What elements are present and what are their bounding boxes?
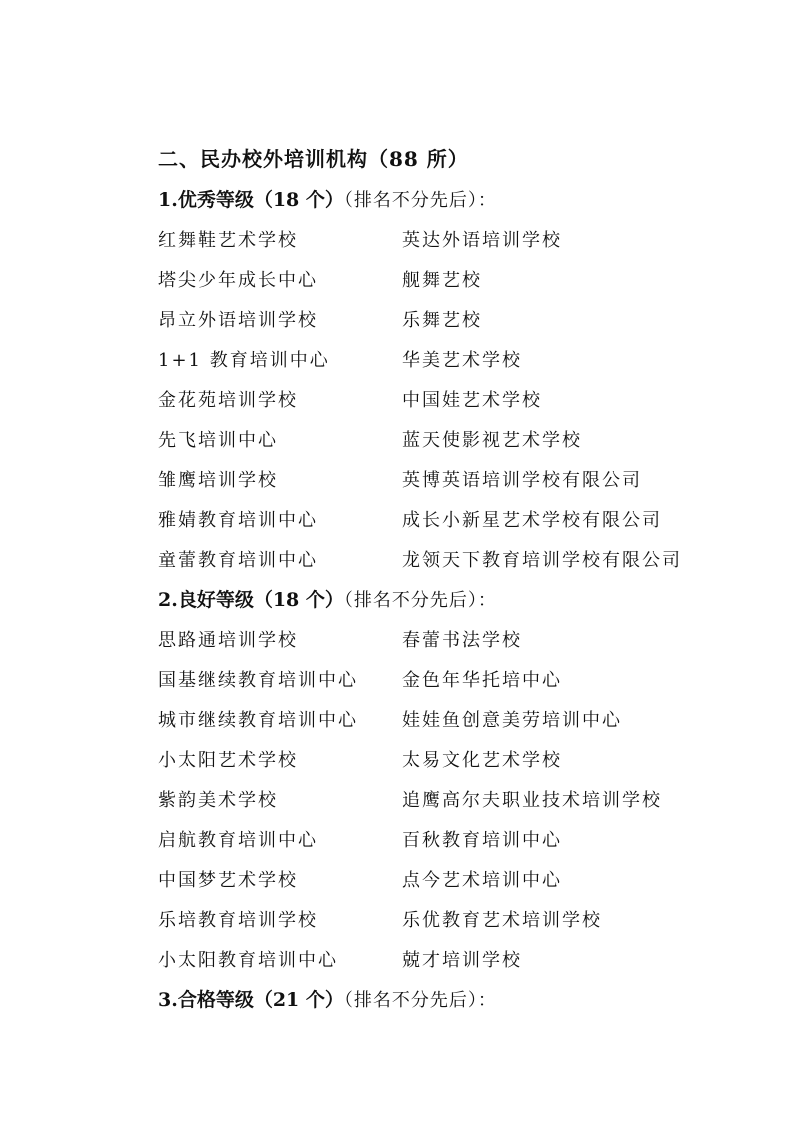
section-title: 二、民办校外培训机构（88 所） [158, 147, 469, 171]
institution-row [0, 906, 793, 936]
institution-row [0, 506, 793, 536]
institution-name: 雏鹰培训学校 [158, 470, 278, 491]
grade-heading-note: （排名不分先后）： [343, 590, 497, 611]
grade-heading [158, 985, 497, 1012]
institution-name: 成长小新星艺术学校有限公司 [402, 510, 662, 531]
institution-name: 金色年华托培中心 [402, 670, 562, 691]
institution-name: 蓝天使影视艺术学校 [402, 430, 582, 451]
grade-heading-label: 2.良好等级（18 个） [158, 589, 344, 611]
grade-heading [158, 585, 497, 612]
institution-row [0, 306, 793, 336]
institution-name: 启航教育培训中心 [158, 830, 318, 851]
institution-row [0, 226, 793, 256]
institution-name: 中国娃艺术学校 [402, 390, 542, 411]
grade-heading-label: 1.优秀等级（18 个） [158, 189, 344, 211]
grade-heading-label: 3.合格等级（21 个） [158, 989, 344, 1011]
institution-row [0, 426, 793, 456]
institution-name: 娃娃鱼创意美劳培训中心 [402, 710, 622, 731]
institution-name: 乐优教育艺术培训学校 [402, 910, 602, 931]
institution-name: 春蕾书法学校 [402, 630, 522, 651]
institution-name: 先飞培训中心 [158, 430, 278, 451]
institution-row [0, 386, 793, 416]
institution-row [0, 786, 793, 816]
institution-row [0, 626, 793, 656]
institution-row [0, 346, 793, 376]
institution-row [0, 826, 793, 856]
institution-name: 龙领天下教育培训学校有限公司 [402, 550, 682, 571]
institution-name: 童蕾教育培训中心 [158, 550, 318, 571]
institution-row [0, 546, 793, 576]
institution-name: 金花苑培训学校 [158, 390, 298, 411]
institution-name: 紫韵美术学校 [158, 790, 278, 811]
institution-row [0, 706, 793, 736]
institution-name: 中国梦艺术学校 [158, 870, 298, 891]
institution-name: 乐培教育培训学校 [158, 910, 318, 931]
grade-heading-note: （排名不分先后）： [343, 990, 497, 1011]
institution-name: 英达外语培训学校 [402, 230, 562, 251]
institution-name: 城市继续教育培训中心 [158, 710, 358, 731]
institution-name: 舰舞艺校 [402, 270, 482, 291]
institution-name: 点今艺术培训中心 [402, 870, 562, 891]
institution-name: 塔尖少年成长中心 [158, 270, 318, 291]
institution-row [0, 746, 793, 776]
institution-name: 兢才培训学校 [402, 950, 522, 971]
institution-row [0, 266, 793, 296]
institution-row [0, 866, 793, 896]
institution-name: 思路通培训学校 [158, 630, 298, 651]
institution-row [0, 466, 793, 496]
institution-name: 百秋教育培训中心 [402, 830, 562, 851]
grade-heading-note: （排名不分先后）： [343, 190, 497, 211]
grade-heading [158, 185, 497, 212]
institution-name: 太易文化艺术学校 [402, 750, 562, 771]
institution-name: 昂立外语培训学校 [158, 310, 318, 331]
institution-name: 小太阳艺术学校 [158, 750, 298, 771]
institution-name: 追鹰高尔夫职业技术培训学校 [402, 790, 662, 811]
institution-name: 英博英语培训学校有限公司 [402, 470, 642, 491]
institution-row [0, 666, 793, 696]
institution-row [0, 946, 793, 976]
institution-name: 红舞鞋艺术学校 [158, 230, 298, 251]
institution-name: 小太阳教育培训中心 [158, 950, 338, 971]
institution-name: 国基继续教育培训中心 [158, 670, 358, 691]
institution-name: 雅婧教育培训中心 [158, 510, 318, 531]
institution-name: 乐舞艺校 [402, 310, 482, 331]
institution-name: 华美艺术学校 [402, 350, 522, 371]
institution-name: 1+1 教育培训中心 [158, 350, 330, 371]
